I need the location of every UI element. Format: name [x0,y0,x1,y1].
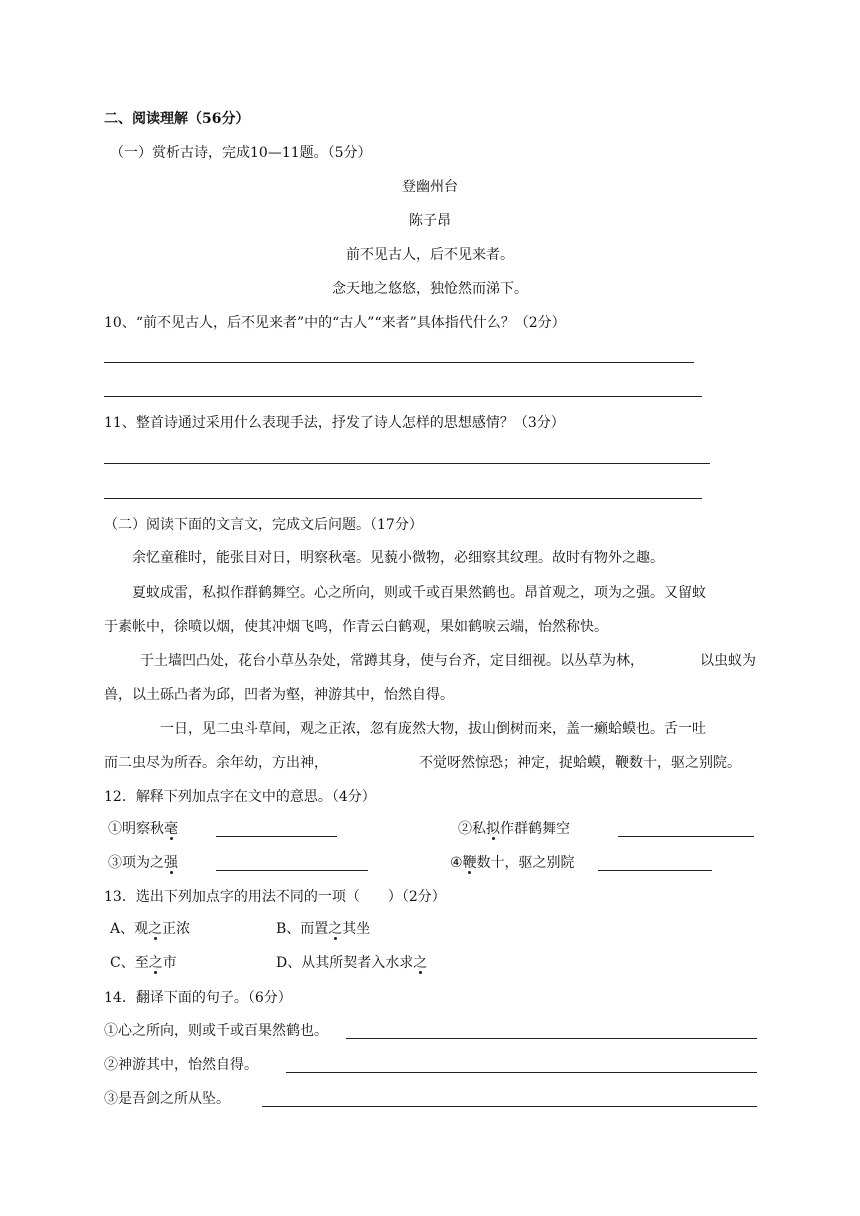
answer-line-11a[interactable] [104,463,710,464]
q12-item-2: ②私拟作群鹤舞空 [458,821,570,837]
question-11: 11、整首诗通过采用什么表现手法，抒发了诗人怎样的思想感情？（3分） [104,415,565,431]
answer-line-14-2[interactable] [286,1072,757,1073]
q14-sentence-1: ①心之所向，则或千或百果然鹤也。 [104,1023,328,1039]
dotted-char: 拟 [486,821,500,837]
answer-line-10a[interactable] [104,362,694,363]
answer-line-10b[interactable] [104,396,702,397]
question-13: 13．选出下列加点字的用法不同的一项（ ）（2分） [104,889,446,905]
poem-line-2: 念天地之悠悠，独怆然而涕下。 [332,281,528,297]
dotted-char: 之 [413,955,428,971]
dotted-char: 毫 [164,821,178,837]
q13-option-b[interactable]: B、而置之其坐 [276,921,371,937]
section-title: 二、阅读理解（56分） [104,111,250,127]
q12-item-4: ④鞭数十，驱之别院 [450,855,575,871]
poem-author: 陈子昂 [409,213,451,229]
passage-paragraph-1: 余忆童稚时，能张目对日，明察秋毫。见藐小微物，必细察其纹理。故时有物外之趣。 [132,550,664,566]
passage-paragraph-2-line-1: 夏蚊成雷，私拟作群鹤舞空。心之所向，则或千或百果然鹤也。昂首观之，项为之强。又留蚊 [132,585,706,601]
poem-title: 登幽州台 [402,179,458,195]
part2-heading: （二）阅读下面的文言文，完成文后问题。（17分） [104,517,423,533]
dotted-char: 之 [148,921,163,937]
passage-paragraph-4-line-1: 一日，见二虫斗草间，观之正浓，忽有庞然大物，拔山倒树而来，盖一癞蛤蟆也。舌一吐 [160,721,706,737]
answer-line-11b[interactable] [104,498,702,499]
answer-line-12-3[interactable] [216,870,368,871]
dotted-char: 之 [328,921,343,937]
part1-heading: （一）赏析古诗，完成10—11题。（5分） [110,145,372,161]
q14-sentence-3: ③是吾剑之所从坠。 [104,1091,230,1107]
q13-option-d[interactable]: D、从其所契者入水求之 [276,955,428,971]
passage-paragraph-3-line-1a: 于土墙凹凸处，花台小草丛杂处，常蹲其身，使与台齐，定目细视。以丛草为林， [140,653,644,669]
q14-sentence-2: ②神游其中，怡然自得。 [104,1057,258,1073]
passage-paragraph-4-line-2a: 而二虫尽为所吞。余年幼，方出神， [104,755,328,771]
q13-option-a[interactable]: A、观之正浓 [110,921,191,937]
dotted-char: 强 [164,855,178,871]
passage-paragraph-4-line-2b: 不觉呀然惊恐；神定，捉蛤蟆，鞭数十，驱之别院。 [419,755,741,771]
answer-line-12-2[interactable] [618,836,754,837]
q13-option-c[interactable]: C、至之市 [110,955,177,971]
passage-paragraph-3-line-1b: 以虫蚁为 [700,653,756,669]
q12-item-3: ③项为之强 [108,855,178,871]
dotted-char: 鞭 [462,855,477,871]
q12-item-1: ①明察秋毫 [108,821,178,837]
question-10: 10、“前不见古人，后不见来者”中的“古人”“来者”具体指代什么？（2分） [104,315,566,331]
poem-line-1: 前不见古人，后不见来者。 [346,247,514,263]
answer-line-14-1[interactable] [346,1038,757,1039]
passage-paragraph-2-line-2: 于素帐中，徐喷以烟，使其冲烟飞鸣，作青云白鹤观，果如鹤唳云端，怡然称快。 [104,619,608,635]
answer-line-12-4[interactable] [598,870,712,871]
question-14: 14．翻译下面的句子。（6分） [104,990,292,1006]
question-12: 12．解释下列加点字在文中的意思。（4分） [104,789,376,805]
passage-paragraph-3-line-2: 兽，以土砾凸者为邱，凹者为壑，神游其中，怡然自得。 [104,687,454,703]
answer-line-12-1[interactable] [216,836,337,837]
answer-line-14-3[interactable] [262,1106,757,1107]
dotted-char: 之 [148,955,163,971]
